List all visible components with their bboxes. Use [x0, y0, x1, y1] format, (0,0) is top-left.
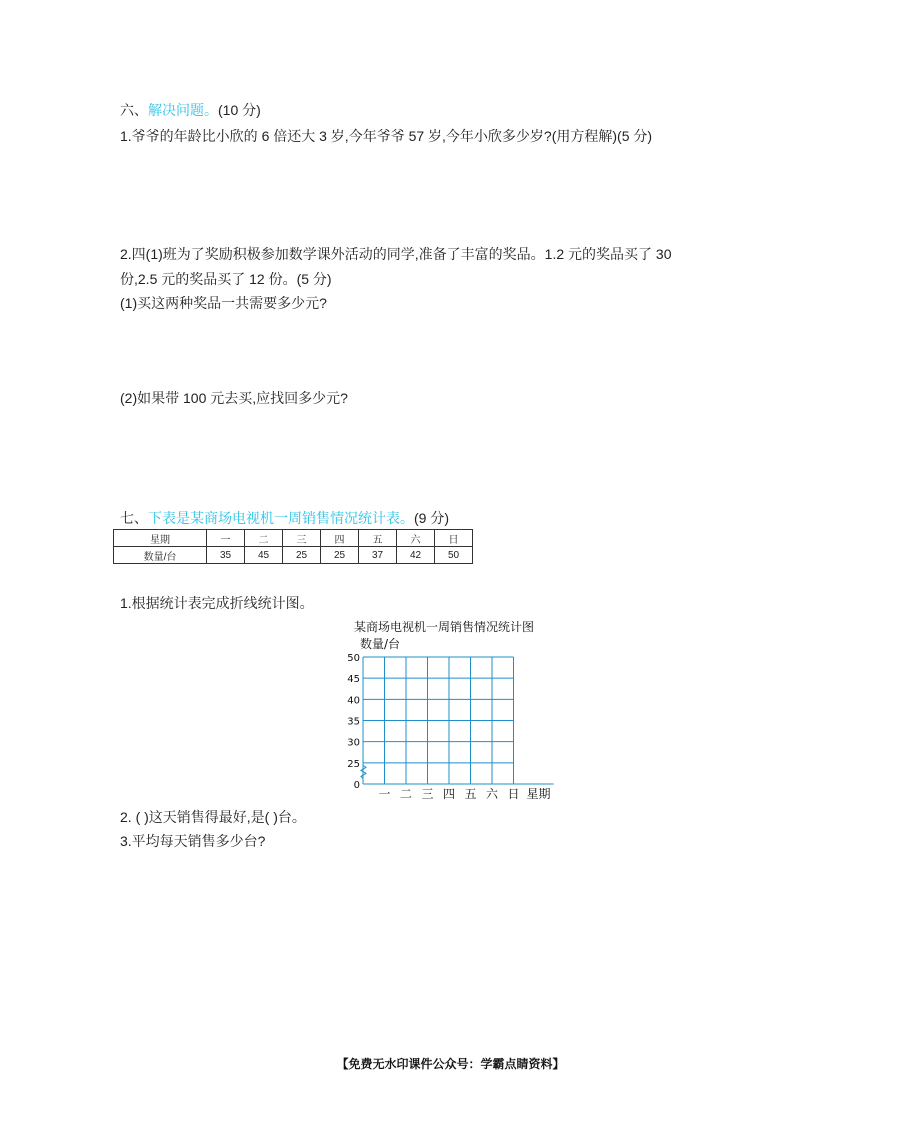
table-cell-value: 45 — [245, 547, 283, 564]
table-cell-day: 一 — [207, 530, 245, 547]
x-tick-label: 日 — [507, 787, 520, 801]
table-cell-value: 37 — [359, 547, 397, 564]
section6-title: 解决问题。 — [148, 102, 218, 118]
chart-y-label: 数量/台 — [360, 637, 401, 651]
table-cell-day: 六 — [397, 530, 435, 547]
table-row-days — [114, 530, 473, 547]
y-tick-label: 45 — [347, 674, 360, 686]
question-7-3: 3.平均每天销售多少台? — [120, 833, 266, 849]
y-tick-label: 30 — [347, 737, 360, 749]
section6-heading — [120, 101, 261, 119]
line-chart — [330, 616, 570, 806]
table-header-quantity: 数量/台 — [114, 547, 207, 564]
y-tick-label: 25 — [347, 758, 360, 770]
section7-heading — [120, 509, 449, 527]
question-6-1: 1.爷爷的年龄比小欣的 6 倍还大 3 岁,今年爷爷 57 岁,今年小欣多少岁?(用方程解)(5 分) — [120, 128, 653, 144]
table-cell-day: 三 — [283, 530, 321, 547]
table-cell-day: 四 — [321, 530, 359, 547]
question-7-2: 2. ( )这天销售得最好,是( )台。 — [120, 809, 306, 825]
footer-note: 【免费无水印课件公众号：学霸点睛资料】 — [336, 1057, 565, 1071]
table-cell-value: 50 — [435, 547, 473, 564]
table-cell-value: 25 — [321, 547, 359, 564]
table-cell-value: 35 — [207, 547, 245, 564]
chart-title: 某商场电视机一周销售情况统计图 — [354, 620, 535, 634]
table-header-day: 星期 — [114, 530, 207, 547]
table-cell-day: 五 — [359, 530, 397, 547]
table-cell-value: 42 — [397, 547, 435, 564]
x-tick-label: 一 — [378, 787, 391, 801]
question-6-2-sub2: (2)如果带 100 元去买,应找回多少元? — [120, 390, 348, 406]
x-tick-label: 六 — [485, 787, 499, 801]
sales-table — [113, 529, 473, 564]
x-axis-label: 星期 — [526, 787, 551, 801]
question-6-2-line1: 2.四(1)班为了奖励积极参加数学课外活动的同学,准备了丰富的奖品。1.2 元的奖品买了 30 — [120, 246, 672, 262]
section7-title: 下表是某商场电视机一周销售情况统计表。 — [148, 510, 414, 526]
y-tick-label: 50 — [347, 653, 360, 664]
y-tick-label: 0 — [353, 780, 360, 791]
section6-score: (10 分) — [218, 102, 261, 118]
table-cell-value: 25 — [283, 547, 321, 564]
section6-prefix: 六、 — [120, 102, 148, 118]
question-6-2-sub1: (1)买这两种奖品一共需要多少元? — [120, 295, 327, 311]
y-tick-label: 40 — [347, 695, 360, 707]
x-tick-label: 五 — [464, 787, 477, 801]
table-cell-day: 二 — [245, 530, 283, 547]
x-tick-label: 三 — [421, 787, 434, 801]
section7-prefix: 七、 — [120, 510, 148, 526]
y-tick-label: 35 — [347, 716, 360, 728]
question-7-1: 1.根据统计表完成折线统计图。 — [120, 595, 314, 611]
question-6-2-line2: 份,2.5 元的奖品买了 12 份。(5 分) — [120, 271, 332, 287]
chart-grid — [361, 657, 554, 784]
x-tick-label: 四 — [442, 787, 456, 801]
section7-score: (9 分) — [414, 510, 449, 526]
table-cell-day: 日 — [435, 530, 473, 547]
table-row-values — [114, 547, 473, 564]
x-tick-label: 二 — [399, 787, 413, 801]
